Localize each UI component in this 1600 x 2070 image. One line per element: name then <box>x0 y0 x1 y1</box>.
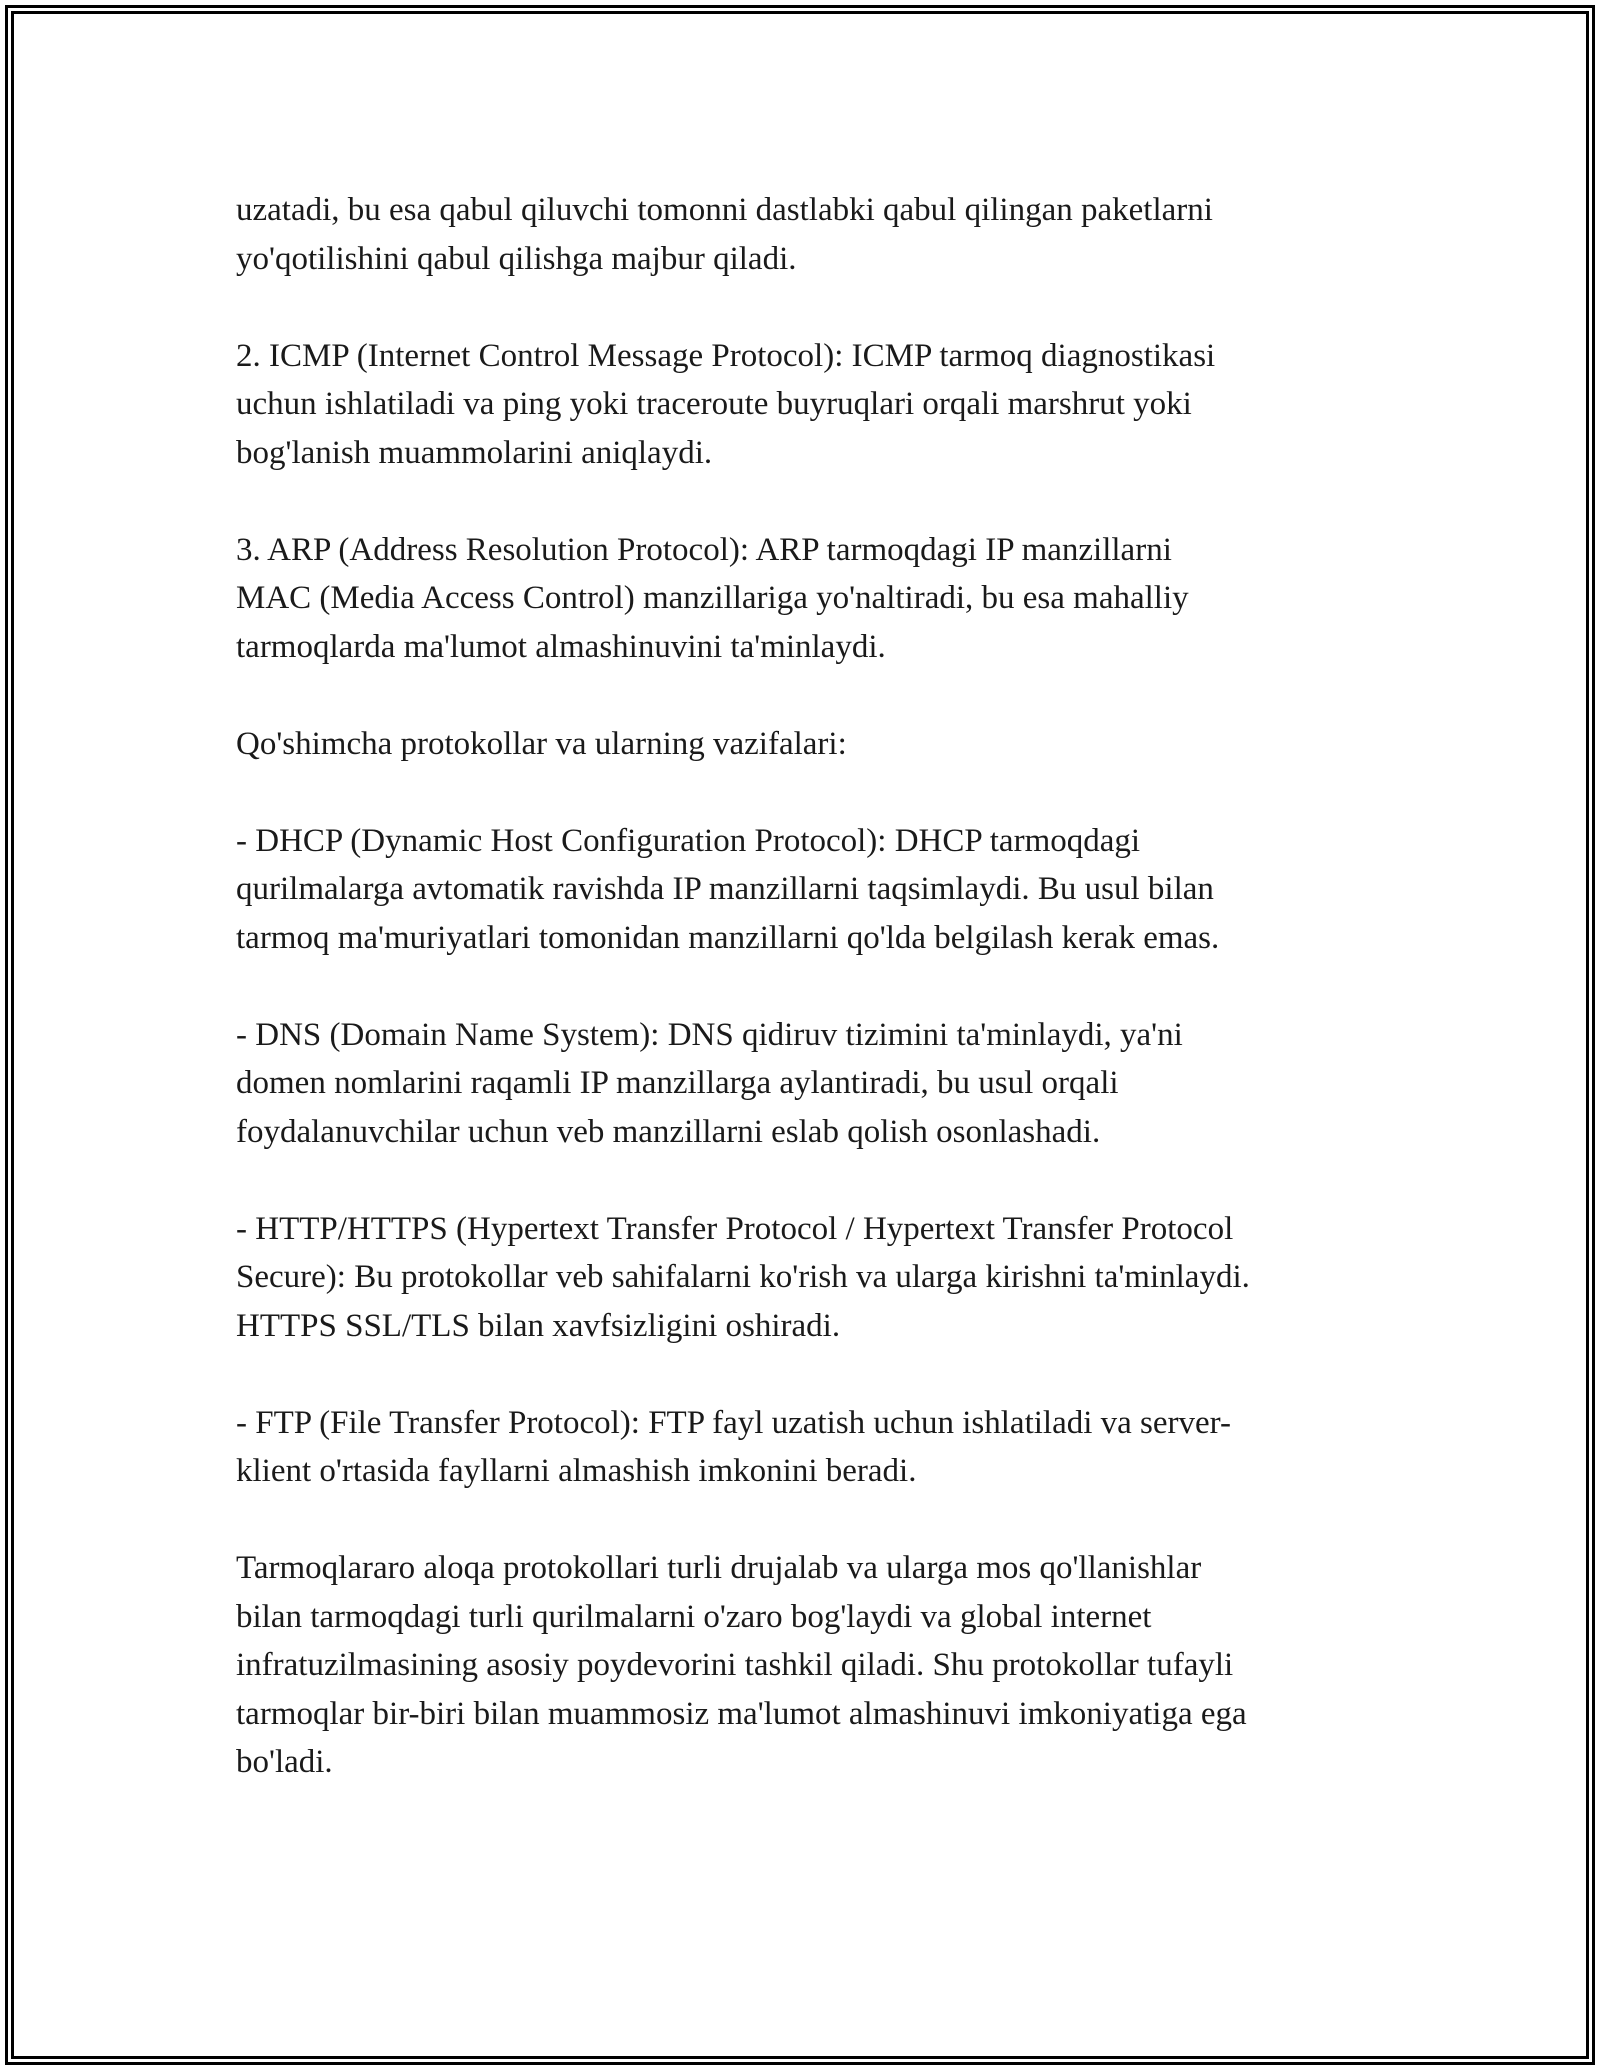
paragraph-icmp: 2. ICMP (Internet Control Message Protocol): ICMP tarmoq diagnostikasi uchun ishlatiladi va ping yoki traceroute buyruqlari orqali marshrut yoki bog'lanish muammolarini aniqlaydi. <box>236 337 1216 471</box>
paragraph-dns: - DNS (Domain Name System): DNS qidiruv tizimini ta'minlaydi, ya'ni domen nomlarini raqamli IP manzillarga aylantiradi, bu usul orqali foydalanuvchilar uchun veb manzillarni eslab qolish osonlashadi. <box>236 1016 1183 1150</box>
paragraph-ftp: - FTP (File Transfer Protocol): FTP fayl uzatish uchun ishlatiladi va server- klient o'rtasida fayllarni almashish imkonini beradi. <box>236 1404 1231 1489</box>
paragraph-arp: 3. ARP (Address Resolution Protocol): ARP tarmoqdagi IP manzillarni MAC (Media Access Control) manzillariga yo'naltiradi, bu esa mahalliy tarmoqlarda ma'lumot almashinuvini ta'minlaydi. <box>236 531 1189 665</box>
paragraph-conclusion: Tarmoqlararo aloqa protokollari turli drujalab va ularga mos qo'llanishlar bilan tarmoqdagi turli qurilmalarni o'zaro bog'laydi va global internet infratuzilmasining asosiy poydevorini tashkil qiladi. Shu protokollar tufayli tarmoqlar bir-biri bilan muammosiz ma'lumot almashinuvi imkoniyatiga ega bo'ladi. <box>236 1550 1247 1780</box>
paragraph-dhcp: - DHCP (Dynamic Host Configuration Protocol): DHCP tarmoqdagi qurilmalarga avtomatik ravishda IP manzillarni taqsimlaydi. Bu usul bilan tarmoq ma'muriyatlari tomonidan manzillarni qo'lda belgilash kerak emas. <box>236 822 1220 956</box>
paragraph-http-https: - HTTP/HTTPS (Hypertext Transfer Protocol / Hypertext Transfer Protocol Secure): Bu protokollar veb sahifalarni ko'rish va ularga kirishni ta'minlaydi. HTTPS SSL/TLS bilan xavfsizligini oshiradi. <box>236 1210 1250 1344</box>
paragraph-additional-heading: Qo'shimcha protokollar va ularning vazifalari: <box>236 725 847 762</box>
document-body <box>236 186 1366 1787</box>
paragraph-continuation: uzatadi, bu esa qabul qiluvchi tomonni dastlabki qabul qilingan paketlarni yo'qotilishini qabul qilishga majbur qiladi. <box>236 192 1213 277</box>
